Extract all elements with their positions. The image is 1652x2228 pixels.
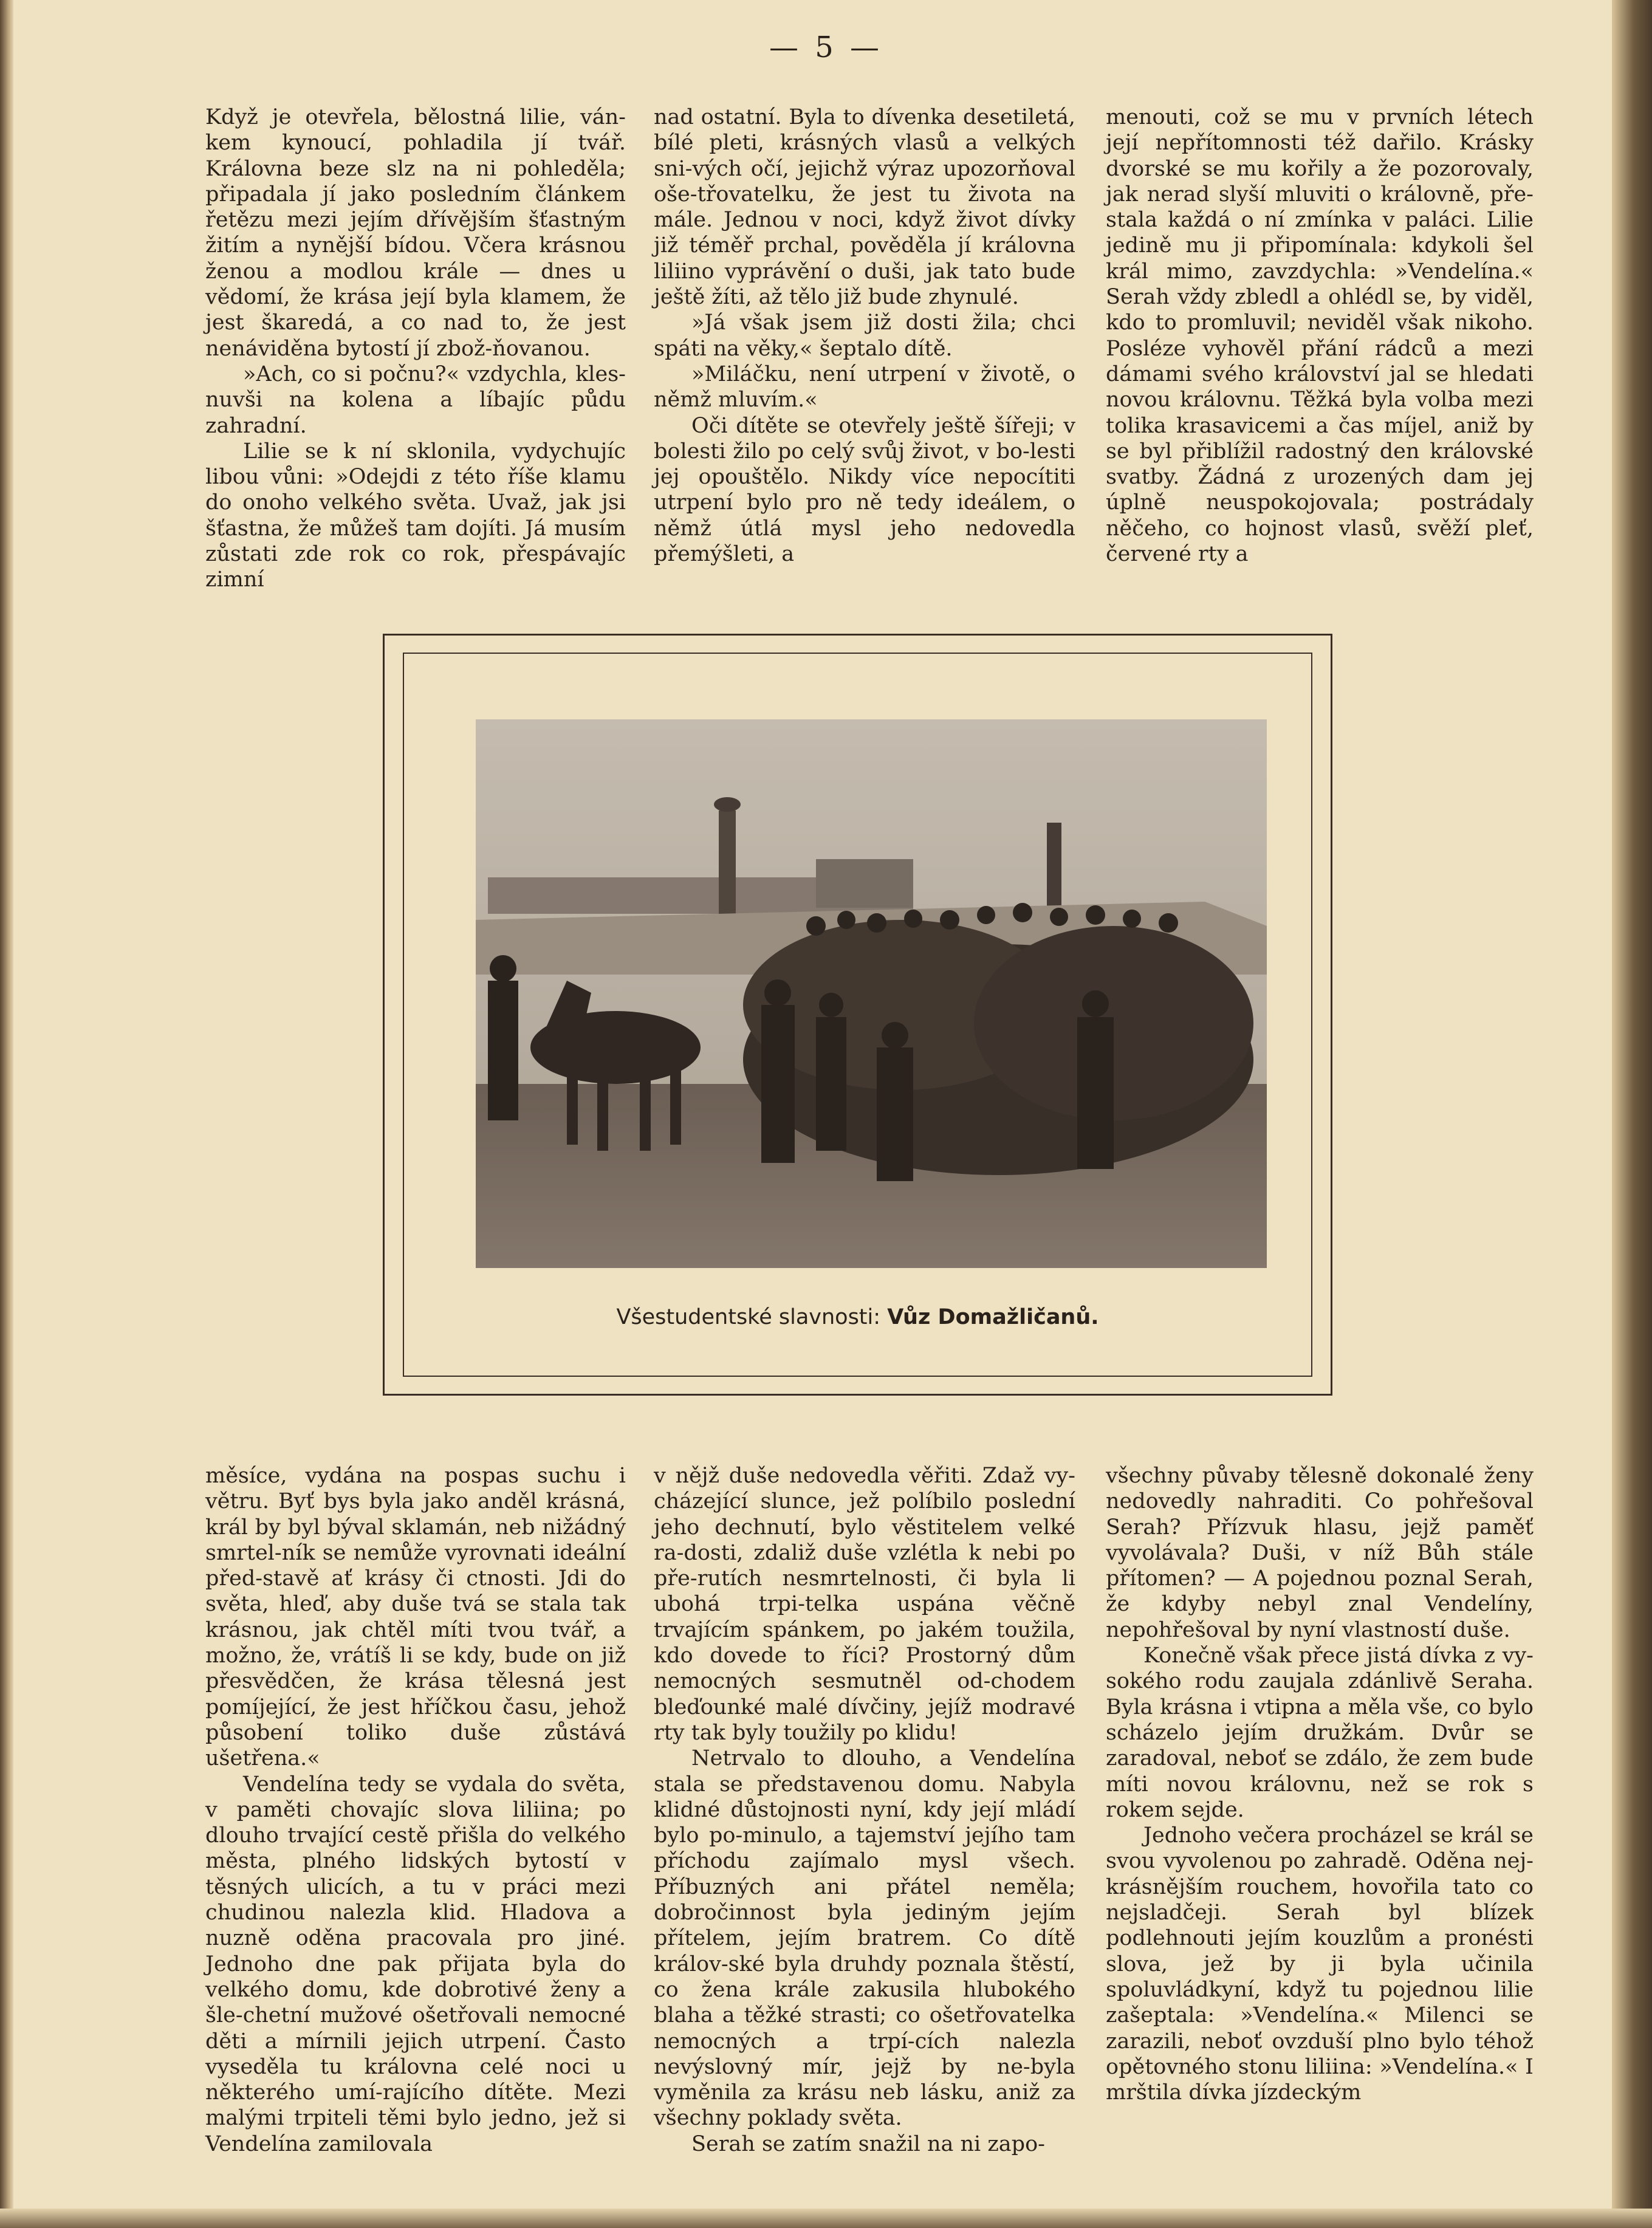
figure-caption [383,1305,1332,1329]
paragraph: Konečně však přece jistá dívka z vy-sokého rodu zaujala zdánlivě Seraha. Byla krásna i vtipna a měla vše, co bylo scházelo jejím družkám. Dvůr se zaradoval, neboť se zdálo, že zem bude míti novou královnu, než se rok s rokem sejde. [1106,1644,1534,1822]
paragraph: Oči dítěte se otevřely ještě šířeji; v bolesti žilo po celý svůj život, v bo-lesti jej opouštělo. Nikdy více nepocítiti utrpení bylo pro ně tedy ideálem, o němž útlá mysl jeho nedovedla přemýšleti, a [654,413,1075,567]
paragraph: »Miláčku, není utrpení v životě, o němž mluvím.« [654,362,1075,413]
page-bottom-edge [0,2209,1652,2228]
bottom-column-1 [205,1463,626,2157]
caption-prefix: Všestudentské slavnosti: [616,1305,881,1329]
top-column-2 [654,105,1075,567]
top-column-3 [1106,105,1534,567]
bottom-column-3 [1106,1463,1534,2105]
paragraph: Jednoho večera procházel se král se svou vyvolenou po zahradě. Oděna nej-krásnějším rouchem, hovořila tato co nejsladčeji. Serah byl blízek podlehnouti jejím kouzlům a pronésti slova, jež by ji byla učinila spoluvládkyní, když tu pojednou lilie zašeptala: »Vendelína.« Milenci se zarazili, neboť ovzduší plno bylo téhož opětovného stonu liliina: »Vendelína.« I mrštila dívka jízdeckým [1106,1823,1534,2105]
bottom-column-2 [654,1463,1075,2157]
caption-title: Vůz Domažličanů. [887,1305,1099,1329]
page-number: — 5 — [769,30,883,64]
paragraph: »Ach, co si počnu?« vzdychla, kles-nuvši na kolena a líbajíc půdu zahradní. [205,362,626,438]
paragraph: Serah se zatím snažil na ni zapo- [691,2131,1045,2156]
paragraph: Netrvalo to dlouho, a Vendelína stala se představenou domu. Nabyla klidné důstojnosti nyní, kdy její mládí bylo po-minulo, a tajemství jejího tam příchodu zajímalo mysl všech. Příbuzných ani přátel neměla; dobročinnost byla jediným jejím přítelem, jejím bratrem. Co dítě králov-ské byla druhdy poznala štěstí, co žena krále zakusila hlubokého blaha a těžké strasti; co ošetřovatelka nemocných a trpí-cích nalezla nevýslovný mír, jejž by ne-byla vyměnila za krásu neb lásku, aniž za všechny poklady světa. [654,1746,1075,2131]
paragraph: všechny půvaby tělesně dokonalé ženy nedovedly nahraditi. Co pohřešoval Serah? Přízvuk hlasu, jejž paměť vyvolávala? Duši, v níž Bůh stále přítomen? — A pojednou poznal Serah, že kdyby nebyl znal Vendelíny, nepohřešoval by nyní vlastností duše. [1106,1464,1534,1642]
paragraph: měsíce, vydána na pospas suchu i větru. Byť bys byla jako anděl krásná, král by byl býval sklamán, neb nižádný smrtel-ník se nemůže vyrovnati ideální před-stavě ať krásy či ctnosti. Jdi do světa, hleď, aby duše tvá se stala tak krásnou, jak chtěl míti tvou tvář, a možno, že, vrátíš li se kdy, bude on již přesvědčen, že krása tělesná jest pomíjející, že jest hříčkou času, jehož působení toliko duše zůstává ušetřena.« [205,1464,626,1771]
paragraph: menouti, což se mu v prvních létech její nepřítomnosti též dařilo. Krásky dvorské se mu kořily a že pozorovaly, jak nerad slyší mluviti o královně, pře-stala každá o ní zmínka v paláci. Lilie jedině mu ji připomínala: kdykoli šel král mimo, zavzdychla: »Vendelína.« Serah vždy zbledl a ohlédl se, by viděl, kdo to promluvil; neviděl však nikoho. Posléze vyhověl přání rádců a mezi dámami svého království jal se hledati novou královnu. Těžká byla volba mezi tolika krasavicemi a čas míjel, aniž by se byl přiblížil radostný den královské svatby. Žádná z urozených dam jej úplně neuspokojovala; postrádaly něčeho, co hojnost vlasů, svěží pleť, červené rty a [1106,105,1534,567]
paragraph: Vendelína tedy se vydala do světa, v paměti chovajíc slova liliina; po dlouho trvající cestě přišla do velkého města, plného lidských bytostí v těsných ulicích, a tu v práci mezi chudinou nalezla klid. Hladova a nuzně oděna pracovala pro jiné. Jednoho dne pak přijata byla do velkého domu, kde dobrotivé ženy a šle-chetní mužové ošetřovali nemocné děti a mírnili jejich utrpení. Často vyseděla tu královna celé noci u některého umí-rajícího dítěte. Mezi malými trpiteli těmi bylo jedno, jež si Vendelína zamilovala [205,1772,626,2156]
photograph-festival-wagon [476,719,1267,1268]
page-right-edge [1612,0,1652,2228]
paragraph: »Já však jsem již dosti žila; chci spáti na věky,« šeptalo dítě. [654,310,1075,361]
paragraph: nad ostatní. Byla to dívenka desetiletá, bílé pleti, krásných vlasů a velkých sni-vých očí, jejichž výraz upozorňoval oše-třovatelku, že jest tu života na mále. Jednou v noci, když život dívky již téměř prchal, pověděla jí královna liliino vyprávění o duši, jak tato bude ještě žíti, až tělo již bude zhynulé. [654,105,1075,310]
top-column-1 [205,105,626,593]
paragraph: Když je otevřela, bělostná lilie, ván-kem kynoucí, pohladila jí tvář. Královna beze slz na ni pohleděla; připadala jí jako posledním článkem řetězu mezi jejím dřívějším šťastným žitím a nynější bídou. Včera krásnou ženou a modlou krále — dnes u vědomí, že krása její byla klamem, že jest škaredá, a co nad to, že jest nenáviděna bytostí jí zbož-ňovanou. [205,105,626,361]
paragraph: Lilie se k ní sklonila, vydychujíc libou vůni: »Odejdi z této říše klamu do onoho velkého světa. Uvaž, jak jsi šťastna, že můžeš tam dojíti. Já musím zůstati zde rok co rok, přespávajíc zimní [205,439,626,592]
book-spine-shadow [0,0,13,2228]
paragraph: v nějž duše nedovedla věřiti. Zdaž vy-cházející slunce, jež políbilo poslední jeho dechnutí, bylo věstitelem velké ra-dosti, zdaliž duše vzlétla k nebi po pře-rutích nesmrtelnosti, či byla li ubohá trpi-telka uspána věčně trvajícím spánkem, po jakém toužila, kdo dovede to říci? Prostorný dům nemocných sesmutněl od-chodem bleďounké malé dívčiny, jejíž modravé rty tak byly toužily po klidu! [654,1464,1075,1745]
